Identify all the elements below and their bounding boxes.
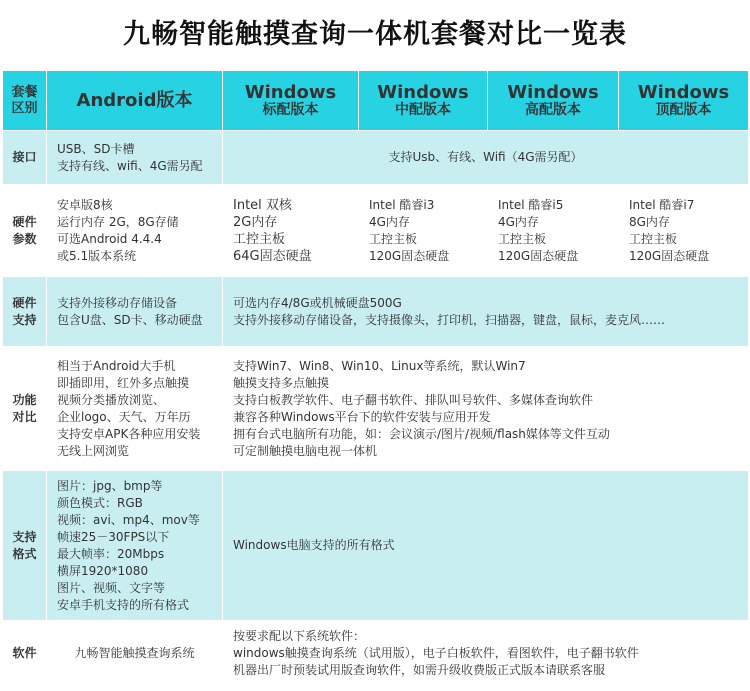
row-hardware-params [3,185,749,277]
row-label-port: 接口 [3,131,47,185]
hw-android-line: 安卓版8核 [57,197,113,212]
hardware-support-windows [223,277,749,347]
functions-android [47,347,223,471]
header-windows-mid [359,71,488,131]
formats-android [47,471,223,621]
hw-top-line: 8G内存 [629,214,670,229]
hardware-params-standard [223,185,359,277]
hw-mid-line: 工控主板 [369,231,418,246]
comparison-table [2,70,749,687]
hw-android-line: 运行内存 2G，8G存储 [57,214,179,229]
sw-windows-line: 按要求配以下系统软件： [233,629,366,643]
formats-windows: Windows电脑支持的所有格式 [223,471,749,621]
header-windows-high [488,71,619,131]
hs-android-line: 包含U盘、SD卡、移动硬盘 [57,312,203,327]
fmt-android-line: 颜色模式：RGB [57,495,143,510]
row-label-functions [3,347,47,471]
hw-android-line: 可选Android 4.4.4 [57,231,162,246]
hardware-params-mid [359,185,488,277]
hw-std-line: Intel 双核 [233,197,292,213]
software-android: 九畅智能触摸查询系统 [47,621,223,687]
header-windows-mid-os: Windows [377,82,469,103]
row-functions [3,347,749,471]
header-category [3,71,47,131]
hardware-params-android [47,185,223,277]
hardware-params-top [619,185,749,277]
fn-windows-line: 支持白板教学软件、电子翻书软件、排队叫号软件、多媒体查询软件 [233,392,594,407]
hw-high-line: 4G内存 [498,214,539,229]
fn-windows-line: 触摸支持多点触摸 [233,375,330,390]
hw-top-line: 工控主板 [629,231,678,246]
software-windows [223,621,749,687]
fmt-android-line: 安卓手机支持的所有格式 [57,597,190,612]
page-title: 九畅智能触摸查询一体机套餐对比一览表 [123,19,627,50]
port-android-line: 支持有线、wifi、4G需另配 [57,158,203,173]
fn-android-line: 支持安卓APK各种应用安装 [57,426,201,441]
fn-android-line: 无线上网浏览 [57,443,130,458]
port-android-line: USB、SD卡槽 [57,141,135,156]
fn-android-line: 视频分类播放浏览、 [57,392,166,407]
hw-mid-line: 120G固态硬盘 [369,248,450,263]
sw-windows-line: 机器出厂时预装试用版查询软件，如需升级收费版正式版本请联系客服 [233,663,606,677]
fn-android-line: 相当于Android大手机 [57,358,176,373]
hw-high-line: 工控主板 [498,231,547,246]
fmt-android-line: 最大帧率：20Mbps [57,546,165,561]
row-label-text: 硬件 参数 [12,214,37,246]
hardware-params-high [488,185,619,277]
hw-top-line: Intel 酷睿i7 [629,197,695,212]
functions-windows [223,347,749,471]
hs-android-line: 支持外接移动存储设备 [57,295,178,310]
fmt-android-line: 横屏1920*1080 [57,563,149,578]
row-hardware-support [3,277,749,347]
fn-windows-line: 可定制触摸电脑电视一体机 [233,443,378,458]
row-label-hardware-support [3,277,47,347]
hw-mid-line: 4G内存 [369,214,410,229]
row-label-text: 硬件 支持 [12,295,37,327]
hw-android-line: 或5.1版本系统 [57,248,137,263]
hs-windows-line: 可选内存4/8G或机械硬盘500G [233,295,402,310]
hs-windows-line: 支持外接移动存储设备，支持摄像头，打印机，扫描器，键盘，鼠标，麦克风…… [233,312,666,327]
header-windows-standard [223,71,359,131]
header-windows-standard-os: Windows [244,82,337,103]
sw-windows-line: windows触摸查询系统（试用版），电子白板软件，看图软件，电子翻书软件 [233,646,639,660]
fn-windows-line: 拥有台式电脑所有功能，如：会议演示/图片/视频/flash媒体等文件互动 [233,426,610,441]
header-android [47,71,223,131]
header-category-text: 套餐 区别 [11,84,38,116]
hw-std-line: 64G固态硬盘 [233,248,312,264]
hw-high-line: 120G固态硬盘 [498,248,579,263]
fmt-android-line: 帧速25－30FPS以下 [57,529,170,544]
fmt-android-line: 图片、视频、文字等 [57,580,166,595]
row-label-formats [3,471,47,621]
hw-top-line: 120G固态硬盘 [629,248,710,263]
header-windows-top [619,71,749,131]
row-label-hardware-params [3,185,47,277]
row-port [3,131,749,185]
port-windows: 支持Usb、有线、Wifi（4G需另配） [223,131,749,185]
fmt-android-line: 视频：avi、mp4、mov等 [57,512,200,527]
hw-mid-line: Intel 酷睿i3 [369,197,435,212]
fn-android-line: 企业logo、天气、万年历 [57,409,191,424]
fmt-android-line: 图片：jpg、bmp等 [57,478,163,493]
header-windows-top-os: Windows [637,82,730,103]
header-windows-top-tier: 顶配版本 [655,102,712,118]
header-windows-standard-tier: 标配版本 [262,102,319,118]
header-windows-high-tier: 高配版本 [525,102,581,118]
row-formats [3,471,749,621]
row-software [3,621,749,687]
header-windows-mid-tier: 中配版本 [395,102,451,118]
hw-std-line: 工控主板 [233,231,286,247]
fn-android-line: 即插即用，红外多点触摸 [57,375,190,390]
header-windows-high-os: Windows [507,82,599,103]
row-label-text: 功能 对比 [12,392,37,424]
hw-std-line: 2G内存 [233,214,278,230]
fn-windows-line: 兼容各种Windows平台下的软件安装与应用开发 [233,409,491,424]
row-label-software: 软件 [3,621,47,687]
hardware-support-android [47,277,223,347]
hw-high-line: Intel 酷睿i5 [498,197,564,212]
row-label-text: 支持 格式 [12,529,37,561]
fn-windows-line: 支持Win7、Win8、Win10、Linux等系统，默认Win7 [233,358,526,373]
port-android [47,131,223,185]
header-row [3,71,749,131]
header-android-text: Android版本 [76,89,193,111]
